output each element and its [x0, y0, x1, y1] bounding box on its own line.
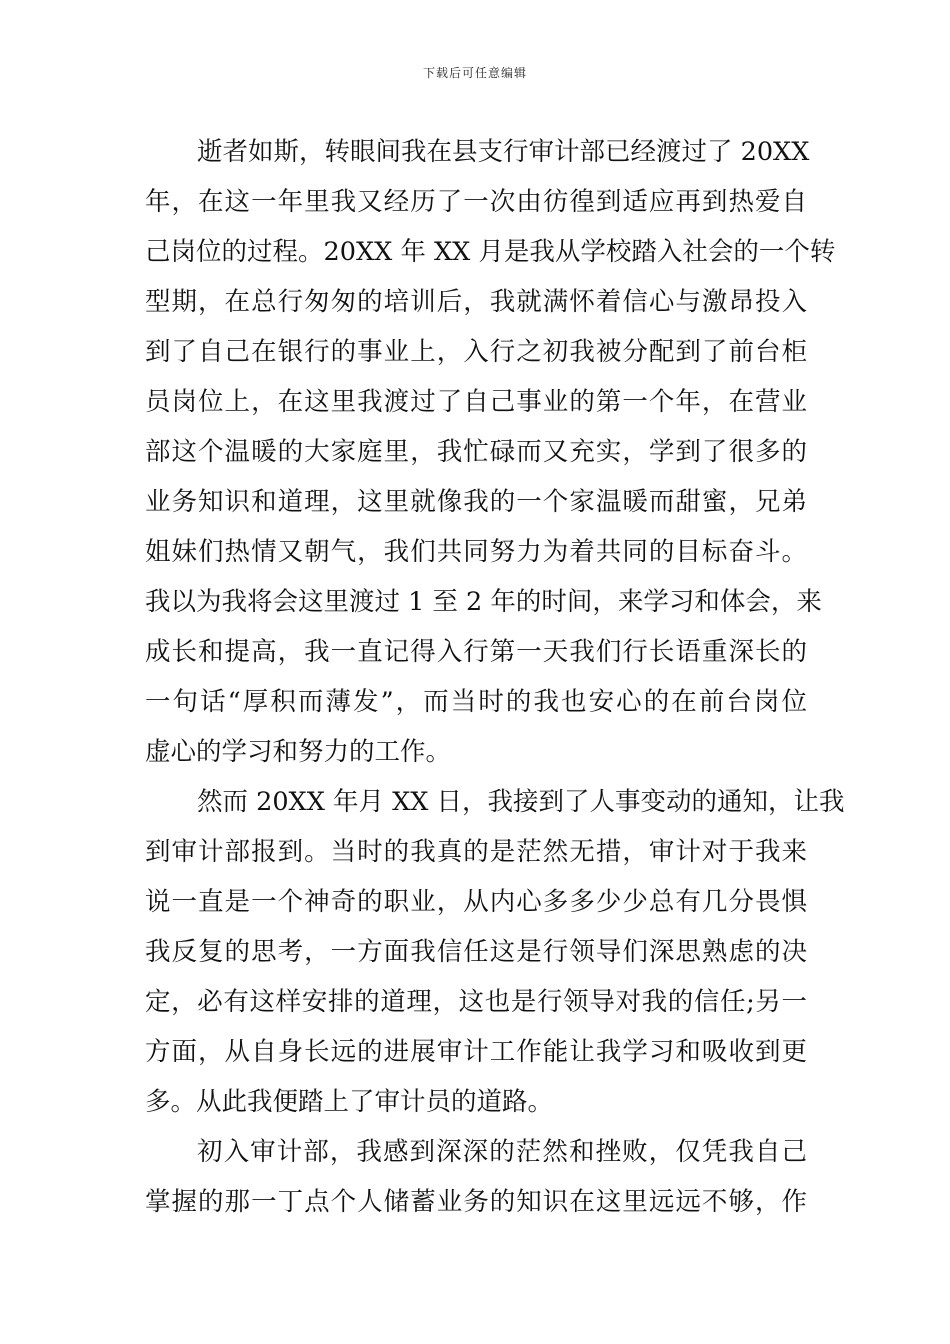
paragraph-1-line-2: 年，在这一年里我又经历了一次由彷徨到适应再到热爱自	[145, 187, 807, 217]
paragraph-2-line-2: 到审计部报到。当时的我真的是茫然无措，审计对于我来	[145, 837, 807, 867]
paragraph-1-line-6: 员岗位上，在这里我渡过了自己事业的第一个年，在营业	[145, 387, 807, 417]
paragraph-2-line-3: 说一直是一个神奇的职业，从内心多多少少总有几分畏惧	[145, 887, 807, 917]
paragraph-2-line-1: 然而 20XX 年月 XX 日，我接到了人事变动的通知，让我	[197, 787, 845, 817]
paragraph-1-line-10: 我以为我将会这里渡过 1 至 2 年的时间，来学习和体会，来	[145, 587, 822, 617]
paragraph-1-line-5: 到了自己在银行的事业上，入行之初我被分配到了前台柜	[145, 337, 807, 367]
paragraph-3-line-2: 掌握的那一丁点个人储蓄业务的知识在这里远远不够，作	[145, 1187, 807, 1217]
paragraph-1-line-1: 逝者如斯，转眼间我在县支行审计部已经渡过了 20XX	[197, 137, 810, 167]
paragraph-1-line-8: 业务知识和道理，这里就像我的一个家温暖而甜蜜，兄弟	[145, 487, 807, 517]
document-body	[145, 127, 845, 1227]
paragraph-3-line-1: 初入审计部，我感到深深的茫然和挫败，仅凭我自己	[197, 1137, 807, 1167]
paragraph-1-line-4: 型期，在总行匆匆的培训后，我就满怀着信心与激昂投入	[145, 287, 807, 317]
paragraph-2-line-7: 多。从此我便踏上了审计员的道路。	[145, 1087, 554, 1117]
paragraph-2-line-4: 我反复的思考，一方面我信任这是行领导们深思熟虑的决	[145, 937, 807, 967]
paragraph-1-line-9: 姐妹们热情又朝气，我们共同努力为着共同的目标奋斗。	[145, 537, 807, 567]
paragraph-2-line-5: 定，必有这样安排的道理，这也是行领导对我的信任;另一	[145, 987, 807, 1017]
paragraph-1-line-3: 己岗位的过程。20XX 年 XX 月是我从学校踏入社会的一个转	[145, 237, 836, 267]
paragraph-1-line-13: 虚心的学习和努力的工作。	[145, 737, 452, 767]
paragraph-1-line-11: 成长和提高，我一直记得入行第一天我们行长语重深长的	[145, 637, 807, 667]
paragraph-2-line-6: 方面，从自身长远的进展审计工作能让我学习和吸收到更	[145, 1037, 807, 1067]
page-header-note: 下载后可任意编辑	[422, 66, 527, 80]
paragraph-1-line-12: 一句话“厚积而薄发”，而当时的我也安心的在前台岗位	[145, 687, 807, 717]
paragraph-1-line-7: 部这个温暖的大家庭里，我忙碌而又充实，学到了很多的	[145, 437, 807, 467]
